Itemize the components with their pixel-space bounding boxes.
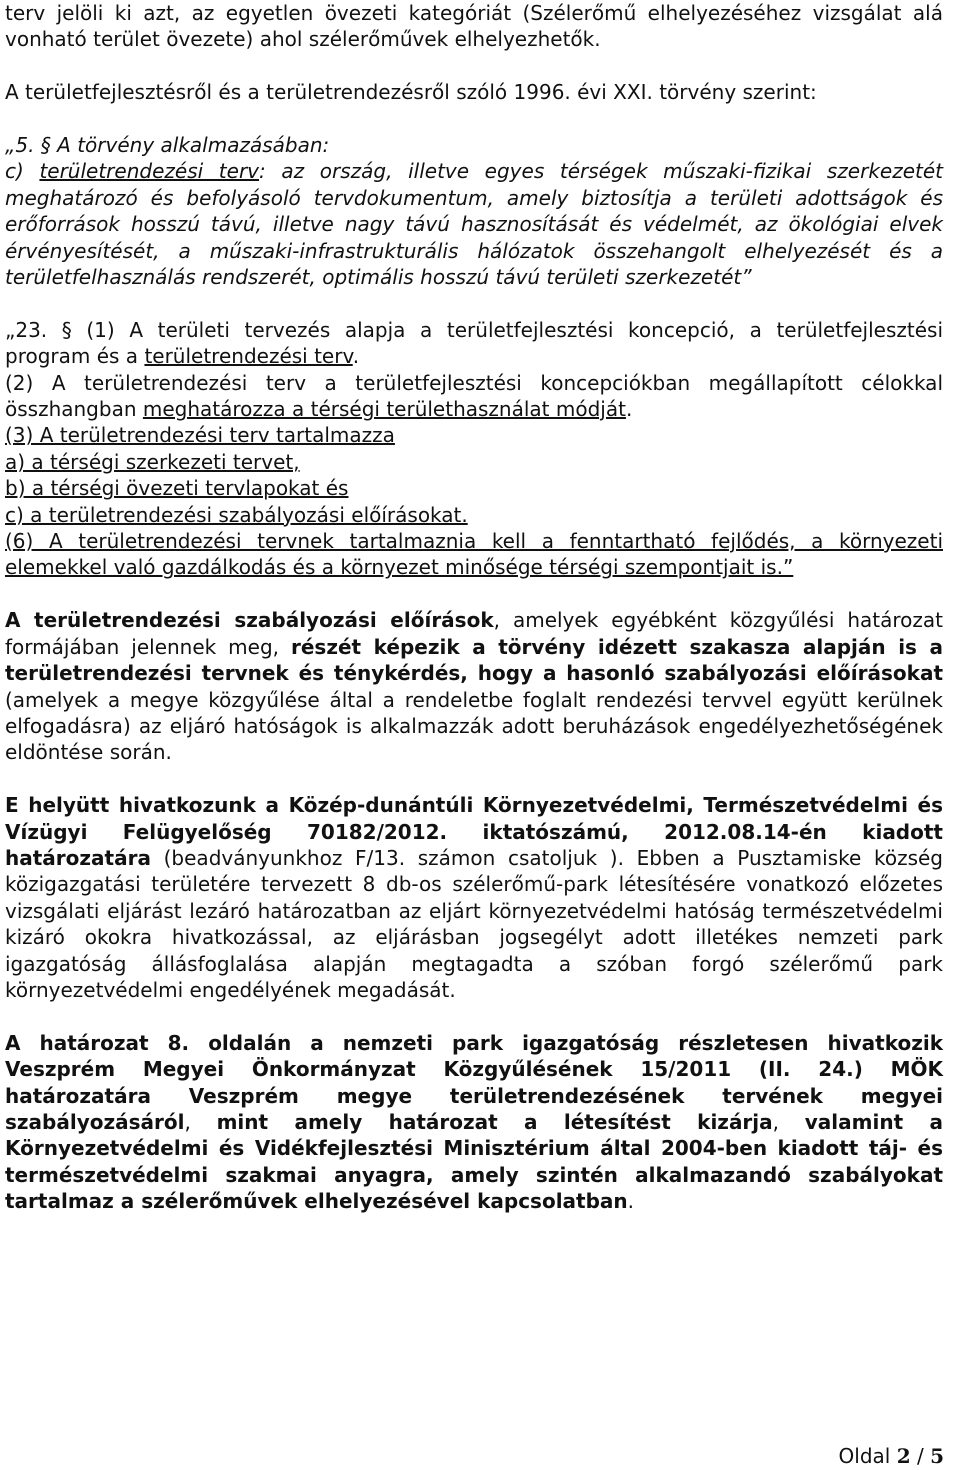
- quote-paragraph-3: (3) A területrendezési terv tartalmazza: [5, 423, 395, 448]
- quote-list-item-b: b) a térségi övezeti tervlapokat és: [5, 476, 349, 501]
- quote-section-5: [5, 132, 943, 290]
- total-page-number: 5: [930, 1444, 944, 1468]
- body-paragraph-reference: A határozat 8. oldalán a nemzeti park igazgatóság részletesen hivatkozik Veszprém Megyei Önkormányzat Közgyűlésének 15/2011 (II. 24.) MÖK határozatára Veszprém megye területrendezésének tervének megyei szabályozásáról, mint amely határozat a létesítést kizárja, valamint a Környezetvédelmi és Vidékfejlesztési Minisztérium által 2004-ben kiadott táj- és természetvédelmi szakmai anyagra, amely szintén alkalmazandó szabályokat tartalmaz a szélerőművek elhelyezésével kapcsolatban.: [5, 1030, 943, 1214]
- quote-list-item-a: a) a térségi szerkezeti tervet,: [5, 449, 300, 474]
- page-number-footer: Oldal 2 / 5: [838, 1444, 944, 1468]
- quote-list-item-c: c) a területrendezési szabályozási előírásokat.: [5, 502, 468, 527]
- current-page-number: 2: [896, 1444, 911, 1468]
- quote-section-23: [5, 317, 943, 581]
- quote-paragraph-2: (2) A területrendezési terv a területfejlesztési koncepciókban megállapított célokkal összhangban meghatározza a térségi területhasználat módját.: [5, 370, 943, 422]
- law-reference: A területfejlesztésről és a területrendezésről szóló 1996. évi XXI. törvény szerint:: [5, 80, 817, 105]
- quote-definition: c) területrendezési terv: az ország, illetve egyes térségek műszaki-fizikai szerkezetét meghatározó és befolyásoló tervdokumentum, amely biztosítja a területi adottságok és erőforrások hosszú távú, illetve nagy távú hasznosítását és védelmét, az ökológiai elvek érvényesítését, a műszaki-infrastrukturális hálózatok összehangolt elhelyezését és a területfelhasználás rendszerét, optimális hosszú távú területi szerkezetét”: [5, 159, 944, 290]
- quote-heading: „5. § A törvény alkalmazásában:: [5, 133, 330, 157]
- quote-paragraph-6: (6) A területrendezési tervnek tartalmaznia kell a fenntartható fejlődés, a környezeti elemekkel való gazdálkodás és a környezet minősége térségi szempontjait is.”: [5, 529, 943, 580]
- body-paragraph-regulations: A területrendezési szabályozási előírások, amelyek egyébként közgyűlési határozat formájában jelennek meg, részét képezik a törvény idézett szakasza alapján is a területrendezési tervnek és ténykérdés, hogy a hasonló szabályozási előírásokat (amelyek a megye közgyűlése által a rendeletbe foglalt rendezési tervvel együtt kerülnek elfogadásra) az eljáró hatóságok is alkalmazzák adott beruházások engedélyezhetőségének eldöntése során.: [5, 608, 944, 765]
- quote-paragraph-1: „23. § (1) A területi tervezés alapja a területfejlesztési koncepció, a területfejlesztési program és a területrendezési terv.: [5, 317, 943, 369]
- document-page: [5, 0, 943, 1215]
- body-paragraph-decision: E helyütt hivatkozunk a Közép-dunántúli Környezetvédelmi, Természetvédelmi és Vízügyi Felügyelőség 70182/2012. iktatószámú, 2012.08.14-én kiadott határozatára (beadványunkhoz F/13. számon csatoljuk ). Ebben a Pusztamiske község közigazgatási területére tervezett 8 db-os szélerőmű-park létesítésére vonatkozó előzetes vizsgálati eljárást lezáró határozatban az eljárt környezetvédelmi hatóság természetvédelmi kizáró okokra hivatkozással, az eljárásban jogsegélyt adott illetékes nemzeti park igazgatóság állásfoglalása alapján megtagadta a szóban forgó szélerőmű park környezetvédelmi engedélyének megadását.: [5, 793, 943, 1002]
- defined-term: területrendezési terv: [39, 159, 260, 184]
- intro-paragraph: terv jelöli ki azt, az egyetlen övezeti kategóriát (Szélerőmű elhelyezéséhez vizsgálat alá vonható terület övezete) ahol szélerőművek elhelyezhetők.: [5, 1, 943, 52]
